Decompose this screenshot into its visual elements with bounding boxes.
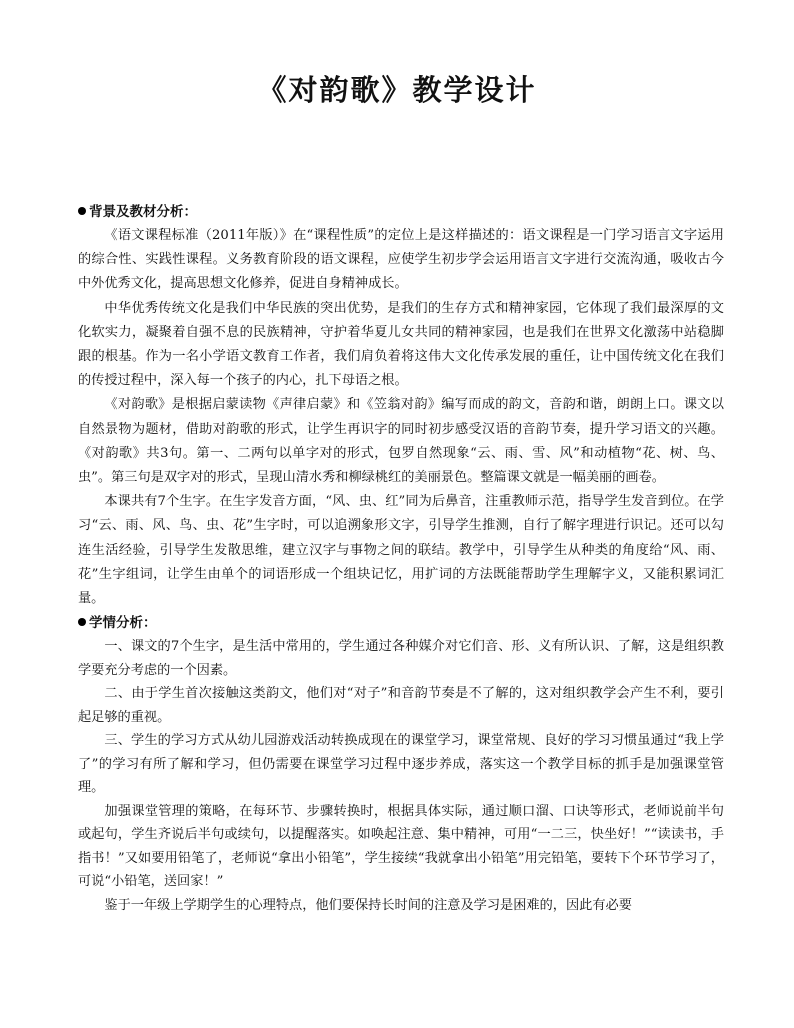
- section-heading: [78, 611, 724, 635]
- paragraph: 鉴于一年级上学期学生的心理特点，他们要保持长时间的注意及学习是困难的，因此有必要: [104, 897, 632, 913]
- section-heading-text: 背景及教材分析：: [89, 204, 197, 220]
- section-learner-analysis: [78, 611, 724, 917]
- bullet-icon: [78, 618, 86, 626]
- paragraph: 二、由于学生首次接触这类韵文，他们对“对子”和音韵节奏是不了解的，这对组织教学会产生不利，要引起足够的重视。: [78, 686, 724, 725]
- paragraph: 加强课堂管理的策略，在每环节、步骤转换时，根据具体实际，通过顺口溜、口诀等形式，老师说前半句或起句，学生齐说后半句或续句，以提醒落实。如唤起注意、集中精神，可用“一二三，快坐好！”“读读书，手指书！”又如要用铅笔了，老师说“拿出小铅笔”，学生接续“我就拿出小铅笔”用完铅笔，要转下个环节学习了，可说“小铅笔，送回家！”: [78, 803, 724, 890]
- paragraph: 《语文课程标准（2011年版）》在“课程性质”的定位上是这样描述的：语文课程是一门学习语言文字运用的综合性、实践性课程。义务教育阶段的语文课程，应使学生初步学会运用语言文字进行交流沟通，吸收古今中外优秀文化，提高思想文化修养，促进自身精神成长。: [78, 228, 724, 292]
- document-title: 《对韵歌》教学设计: [257, 73, 537, 107]
- section-background: [78, 200, 724, 611]
- paragraph: 本课共有7个生字。在生字发音方面，“风、虫、红”同为后鼻音，注重教师示范，指导学生发音到位。在学习“云、雨、风、鸟、虫、花”生字时，可以追溯象形文字，引导学生推测，自行了解字理进行识记。还可以勾连生活经验，引导学生发散思维，建立汉字与事物之间的联结。教学中，引导学生从种类的角度给“风、雨、花”生字组词，让学生由单个的词语形成一个组块记忆，用扩词的方法既能帮助学生理解字义，又能积累词汇量。: [78, 494, 724, 607]
- paragraph: 中华优秀传统文化是我们中华民族的突出优势，是我们的生存方式和精神家园，它体现了我们最深厚的文化软实力，凝聚着自强不息的民族精神，守护着华夏儿女共同的精神家园，也是我们在世界文化激荡中站稳脚跟的根基。作为一名小学语文教育工作者，我们肩负着将这伟大文化传承发展的重任，让中国传统文化在我们的传授过程中，深入每一个孩子的内心，扎下母语之根。: [78, 300, 724, 389]
- section-heading: [78, 200, 724, 224]
- paragraph: 一、课文的7个生字，是生活中常用的，学生通过各种媒介对它们音、形、义有所认识、了解，这是组织教学要充分考虑的一个因素。: [78, 639, 724, 678]
- paragraph: 三、学生的学习方式从幼儿园游戏活动转换成现在的课堂学习，课堂常规、良好的学习习惯虽通过“我上学了”的学习有所了解和学习，但仍需要在课堂学习过程中逐步养成，落实这一个教学目标的抓手是加强课堂管理。: [78, 733, 724, 796]
- document-body: [78, 200, 724, 917]
- bullet-icon: [78, 207, 86, 215]
- section-heading-text: 学情分析：: [89, 615, 157, 632]
- paragraph: 《对韵歌》是根据启蒙读物《声律启蒙》和《笠翁对韵》编写而成的韵文，音韵和谐，朗朗上口。课文以自然景物为题材，借助对韵歌的形式，让学生再识字的同时初步感受汉语的音韵节奏，提升学习语文的兴趣。《对韵歌》共3句。第一、二两句以单字对的形式，包罗自然现象“云、雨、雪、风”和动植物“花、树、鸟、虫”。第三句是双字对的形式，呈现山清水秀和柳绿桃红的美丽景色。整篇课文就是一幅美丽的画卷。: [78, 397, 724, 486]
